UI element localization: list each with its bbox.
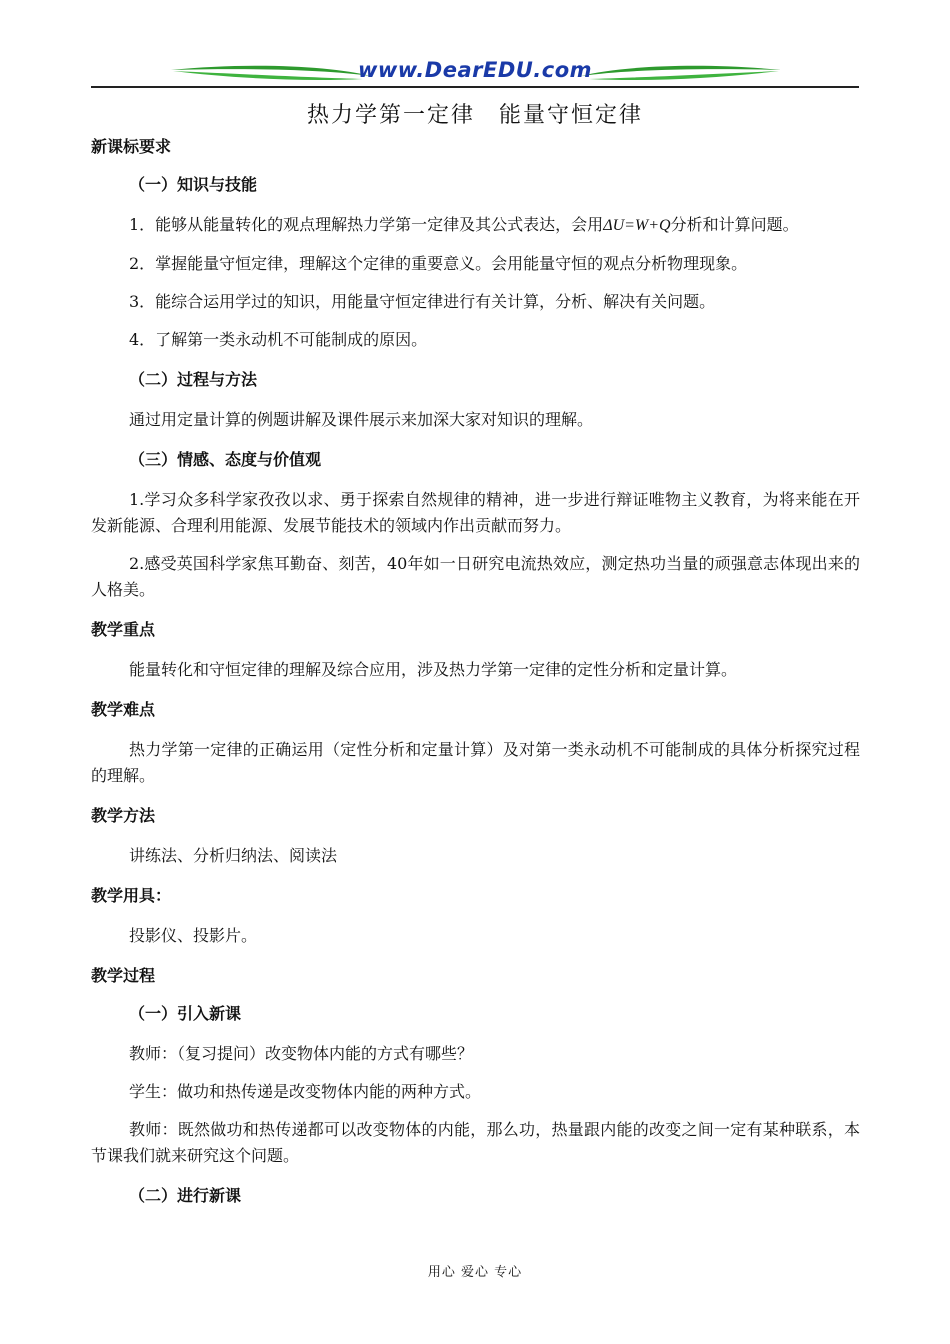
paragraph: 热力学第一定律的正确运用（定性分析和定量计算）及对第一类永动机不可能制成的具体分析探究过程的理解。 bbox=[91, 740, 860, 785]
section-heading: 教学重点 bbox=[91, 620, 156, 639]
paragraph: 能量转化和守恒定律的理解及综合应用，涉及热力学第一定律的定性分析和定量计算。 bbox=[129, 660, 738, 679]
document-body bbox=[91, 136, 860, 1207]
section-heading: 教学难点 bbox=[91, 700, 156, 719]
section-heading: 教学用具： bbox=[91, 886, 172, 905]
paragraph: 1．能够从能量转化的观点理解热力学第一定律及其公式表达，会用ΔU=W+Q分析和计算问题。 bbox=[129, 215, 799, 234]
paragraph: 讲练法、分析归纳法、阅读法 bbox=[129, 846, 338, 865]
page-header bbox=[91, 52, 859, 92]
paragraph: 投影仪、投影片。 bbox=[129, 926, 258, 945]
subsection-heading: （一）引入新课 bbox=[129, 1004, 242, 1023]
paragraph: 2.感受英国科学家焦耳勤奋、刻苦，40年如一日研究电流热效应，测定热功当量的顽强意志体现出来的人格美。 bbox=[91, 554, 860, 599]
paragraph: 1.学习众多科学家孜孜以求、勇于探索自然规律的精神，进一步进行辩证唯物主义教育，为将来能在开发新能源、合理利用能源、发展节能技术的领域内作出贡献而努力。 bbox=[91, 490, 860, 535]
paragraph: 4．了解第一类永动机不可能制成的原因。 bbox=[129, 330, 428, 349]
section-heading: 新课标要求 bbox=[91, 137, 172, 156]
section-heading: 教学过程 bbox=[91, 966, 156, 985]
header-rule bbox=[91, 86, 859, 88]
section-heading: 教学方法 bbox=[91, 806, 156, 825]
paragraph: 教师：既然做功和热传递都可以改变物体的内能，那么功，热量跟内能的改变之间一定有某种联系，本节课我们就来研究这个问题。 bbox=[91, 1120, 860, 1165]
paragraph: 学生：做功和热传递是改变物体内能的两种方式。 bbox=[129, 1082, 482, 1101]
paragraph: 3．能综合运用学过的知识，用能量守恒定律进行有关计算，分析、解决有关问题。 bbox=[129, 292, 716, 311]
subsection-heading: （三）情感、态度与价值观 bbox=[129, 450, 322, 469]
document-title: 热力学第一定律 能量守恒定律 bbox=[306, 103, 643, 128]
paragraph: 通过用定量计算的例题讲解及课件展示来加深大家对知识的理解。 bbox=[129, 410, 594, 429]
subsection-heading: （二）过程与方法 bbox=[129, 370, 258, 389]
paragraph: 教师：（复习提问）改变物体内能的方式有哪些？ bbox=[129, 1044, 474, 1063]
page-footer: 用心 爱心 专心 bbox=[427, 1265, 523, 1280]
subsection-heading: （一）知识与技能 bbox=[129, 175, 258, 194]
formula: ΔU=W+Q bbox=[603, 217, 671, 234]
site-logo-text: www.DearEDU.com bbox=[357, 58, 593, 82]
paragraph: 2．掌握能量守恒定律，理解这个定律的重要意义。会用能量守恒的观点分析物理现象。 bbox=[129, 254, 748, 273]
subsection-heading: （二）进行新课 bbox=[129, 1186, 242, 1205]
